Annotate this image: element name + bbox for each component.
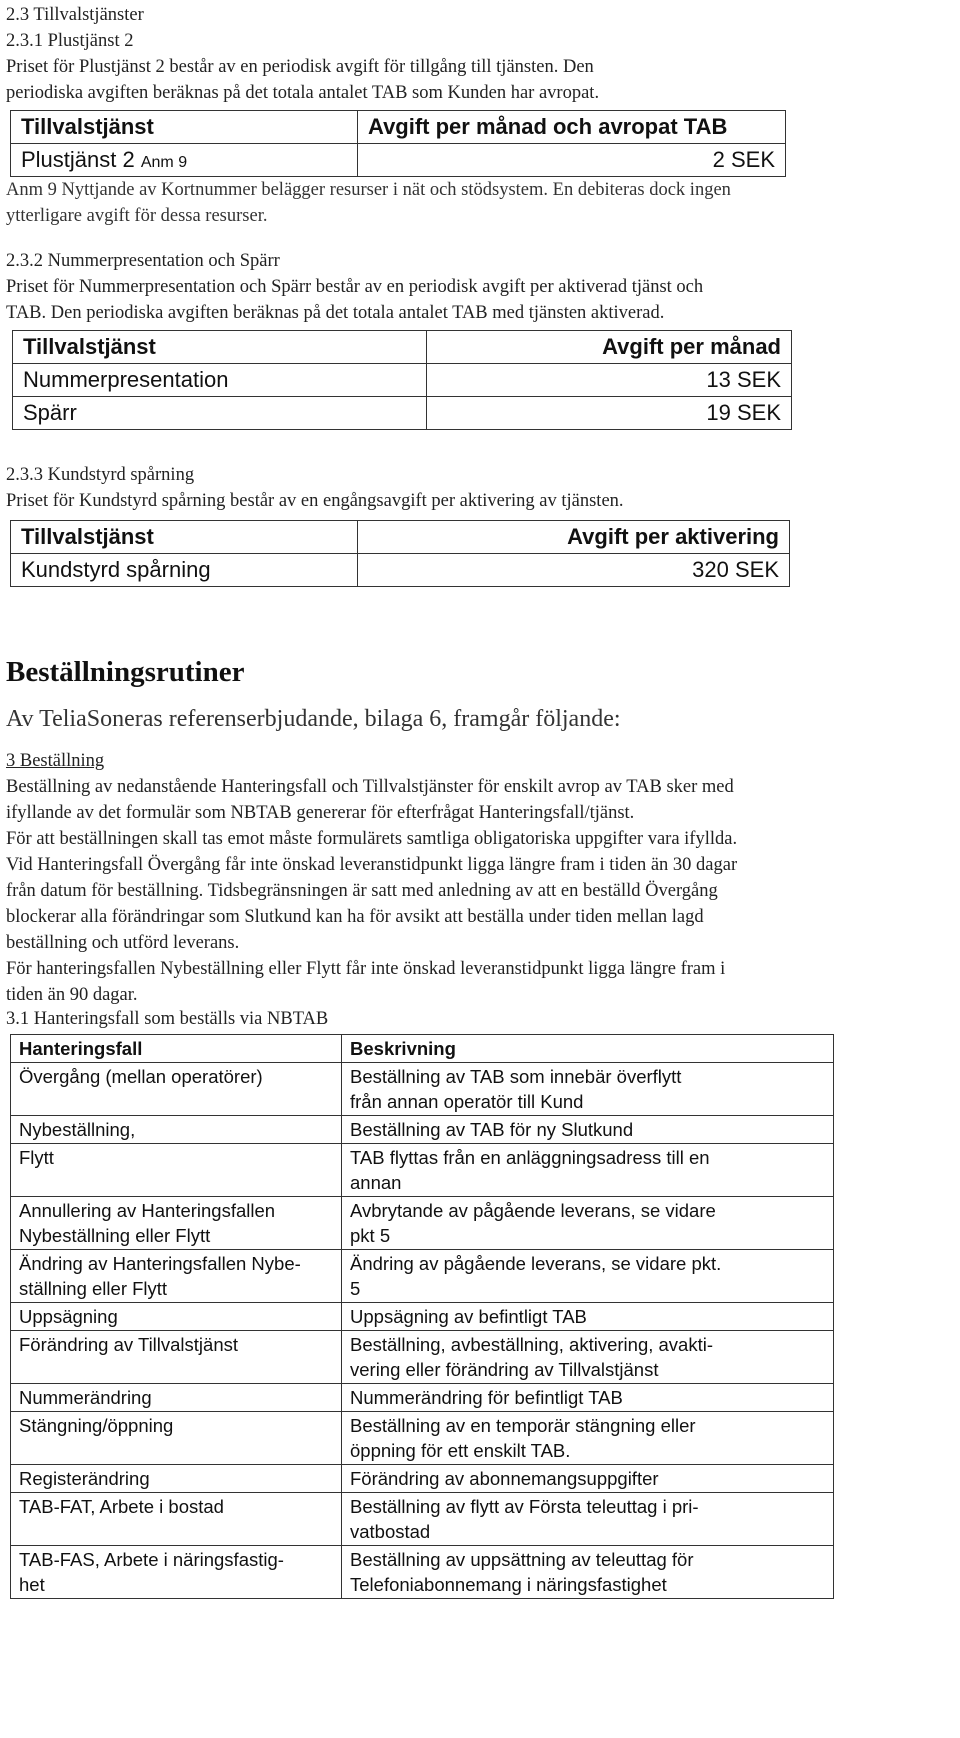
table-header: Avgift per månad [426, 331, 791, 364]
beskrivning-cell [342, 1116, 834, 1144]
section-heading-2-3-2: 2.3.2 Nummerpresentation och Spärr [6, 251, 280, 271]
beskrivning-cell [342, 1250, 834, 1303]
table-row [11, 1412, 834, 1465]
cell-line: annan [350, 1172, 402, 1193]
beskrivning-cell [342, 1063, 834, 1116]
hanteringsfall-cell [11, 1331, 342, 1384]
hanteringsfall-cell [11, 1197, 342, 1250]
beskrivning-cell [342, 1465, 834, 1493]
table-cell-price: 320 SEK [358, 554, 790, 587]
table-row [11, 1303, 834, 1331]
hanteringsfall-cell [11, 1546, 342, 1599]
subheading: Av TeliaSoneras referenserbjudande, bilaga 6, framgår följande: [6, 706, 621, 732]
cell-line: TAB-FAS, Arbete i näringsfastig- [19, 1549, 284, 1570]
table-header: Beskrivning [342, 1035, 834, 1063]
cell-line: Förändring av Tillvalstjänst [19, 1334, 239, 1355]
cell-line: Flytt [19, 1147, 54, 1168]
table-header: Hanteringsfall [11, 1035, 342, 1063]
table-header: Tillvalstjänst [11, 521, 358, 554]
table-header: Tillvalstjänst [11, 111, 358, 144]
paragraph-line: Vid Hanteringsfall Övergång får inte önskad leveranstidpunkt ligga längre fram i tiden än 30 dagar [6, 855, 738, 875]
beskrivning-cell [342, 1144, 834, 1197]
cell-line: Beställning av TAB som innebär överflytt [350, 1066, 682, 1087]
cell-line: Nybeställning, [19, 1119, 136, 1140]
beskrivning-cell [342, 1493, 834, 1546]
section-heading-2-3-3: 2.3.3 Kundstyrd spårning [6, 465, 195, 485]
page-heading: Beställningsrutiner [6, 656, 245, 688]
hanteringsfall-cell [11, 1144, 342, 1197]
price-table-nummerpresentation [12, 330, 792, 430]
cell-line: Annullering av Hanteringsfallen [19, 1200, 276, 1221]
cell-line: Uppsägning [19, 1306, 118, 1327]
cell-line: Ändring av Hanteringsfallen Nybe- [19, 1253, 301, 1274]
cell-line: Förändring av abonnemangsuppgifter [350, 1468, 659, 1489]
cell-line: Beställning av TAB för ny Slutkund [350, 1119, 634, 1140]
table-row [11, 1116, 834, 1144]
cell-line: Stängning/öppning [19, 1415, 174, 1436]
beskrivning-cell [342, 1384, 834, 1412]
cell-line: från annan operatör till Kund [350, 1091, 584, 1112]
beskrivning-cell [342, 1546, 834, 1599]
service-name: Plustjänst 2 [21, 147, 135, 172]
beskrivning-cell [342, 1197, 834, 1250]
beskrivning-cell [342, 1331, 834, 1384]
beskrivning-cell [342, 1303, 834, 1331]
cell-line: Nummerändring [19, 1387, 152, 1408]
hanteringsfall-cell [11, 1493, 342, 1546]
table-row [11, 1493, 834, 1546]
table-header-row [11, 1035, 834, 1063]
table-cell: Spärr [13, 397, 427, 430]
cell-line: Beställning av en temporär stängning eller [350, 1415, 696, 1436]
paragraph-line: Priset för Nummerpresentation och Spärr består av en periodisk avgift per aktiverad tjänst och [6, 277, 704, 297]
paragraph-line: beställning och utförd leverans. [6, 933, 240, 953]
paragraph-line: TAB. Den periodiska avgiften beräknas på det totala antalet TAB med tjänsten aktiverad. [6, 303, 665, 323]
hanteringsfall-table [10, 1034, 834, 1599]
cell-line: Avbrytande av pågående leverans, se vidare [350, 1200, 716, 1221]
cell-line: Beställning av uppsättning av teleuttag för [350, 1549, 694, 1570]
cell-line: vatbostad [350, 1521, 431, 1542]
cell-line: 5 [350, 1278, 361, 1299]
cell-line: vering eller förändring av Tillvalstjänst [350, 1359, 659, 1380]
table-header: Avgift per månad och avropat TAB [358, 111, 786, 144]
section-heading-3: 3 Beställning [6, 751, 105, 771]
table-row [11, 1546, 834, 1599]
table-cell [11, 144, 358, 177]
table-cell: Nummerpresentation [13, 364, 427, 397]
section-heading-2-3: 2.3 Tillvalstjänster [6, 5, 144, 25]
cell-line: Ändring av pågående leverans, se vidare pkt. [350, 1253, 722, 1274]
note-ref: Anm 9 [140, 154, 188, 171]
paragraph-line: Beställning av nedanstående Hanteringsfall och Tillvalstjänster för enskilt avrop av TAB sker med [6, 777, 734, 797]
paragraph-line: periodiska avgiften beräknas på det totala antalet TAB som Kunden har avropat. [6, 83, 600, 103]
table-row [11, 1331, 834, 1384]
table-row [11, 1250, 834, 1303]
cell-line: Övergång (mellan operatörer) [19, 1066, 263, 1087]
cell-line: TAB-FAT, Arbete i bostad [19, 1496, 224, 1517]
price-table-kundstyrd [10, 520, 790, 587]
cell-line: Beställning, avbeställning, aktivering, avakti- [350, 1334, 713, 1355]
table-header: Avgift per aktivering [358, 521, 790, 554]
table-row [11, 1384, 834, 1412]
paragraph-line: tiden än 90 dagar. [6, 985, 138, 1005]
cell-line: het [19, 1574, 45, 1595]
table-header: Tillvalstjänst [13, 331, 427, 364]
paragraph-line: blockerar alla förändringar som Slutkund kan ha för avsikt att beställa under tiden mellan lagd [6, 907, 704, 927]
cell-line: Beställning av flytt av Första teleuttag i pri- [350, 1496, 699, 1517]
cell-line: ställning eller Flytt [19, 1278, 168, 1299]
hanteringsfall-cell [11, 1250, 342, 1303]
hanteringsfall-cell [11, 1465, 342, 1493]
section-heading-2-3-1: 2.3.1 Plustjänst 2 [6, 31, 134, 51]
paragraph-line: För hanteringsfallen Nybeställning eller Flytt får inte önskad leveranstidpunkt ligga längre fram i [6, 959, 726, 979]
hanteringsfall-cell [11, 1384, 342, 1412]
hanteringsfall-cell [11, 1063, 342, 1116]
price-table-plustjanst [10, 110, 786, 177]
table-cell-price: 19 SEK [426, 397, 791, 430]
table-row [11, 1063, 834, 1116]
paragraph-line: från datum för beställning. Tidsbegränsningen är satt med anledning av att en beställd Övergång [6, 881, 718, 901]
hanteringsfall-cell [11, 1412, 342, 1465]
paragraph-line: Priset för Plustjänst 2 består av en periodisk avgift för tillgång till tjänsten. Den [6, 57, 594, 77]
cell-line: Registerändring [19, 1468, 150, 1489]
cell-line: TAB flyttas från en anläggningsadress till en [350, 1147, 710, 1168]
cell-line: Nybeställning eller Flytt [19, 1225, 211, 1246]
beskrivning-cell [342, 1412, 834, 1465]
table-cell: Kundstyrd spårning [11, 554, 358, 587]
paragraph-line: Priset för Kundstyrd spårning består av en engångsavgift per aktivering av tjänsten. [6, 491, 624, 511]
cell-line: Nummerändring för befintligt TAB [350, 1387, 623, 1408]
table-row [11, 1197, 834, 1250]
table-cell-price: 13 SEK [426, 364, 791, 397]
cell-line: pkt 5 [350, 1225, 391, 1246]
cell-line: Uppsägning av befintligt TAB [350, 1306, 587, 1327]
table-cell-price: 2 SEK [358, 144, 786, 177]
section-heading-3-1: 3.1 Hanteringsfall som beställs via NBTAB [6, 1009, 329, 1029]
hanteringsfall-cell [11, 1303, 342, 1331]
table-row [11, 1144, 834, 1197]
paragraph-line: För att beställningen skall tas emot måste formulärets samtliga obligatoriska uppgifter vara ifyllda. [6, 829, 738, 849]
cell-line: öppning för ett enskilt TAB. [350, 1440, 571, 1461]
note-line: ytterligare avgift för dessa resurser. [6, 206, 268, 226]
hanteringsfall-cell [11, 1116, 342, 1144]
table-row [11, 1465, 834, 1493]
cell-line: Telefoniabonnemang i näringsfastighet [350, 1574, 667, 1595]
note-line: Anm 9 Nyttjande av Kortnummer belägger resurser i nät och stödsystem. En debiteras dock ingen [6, 180, 731, 200]
paragraph-line: ifyllande av det formulär som NBTAB genererar för efterfrågat Hanteringsfall/tjänst. [6, 803, 635, 823]
